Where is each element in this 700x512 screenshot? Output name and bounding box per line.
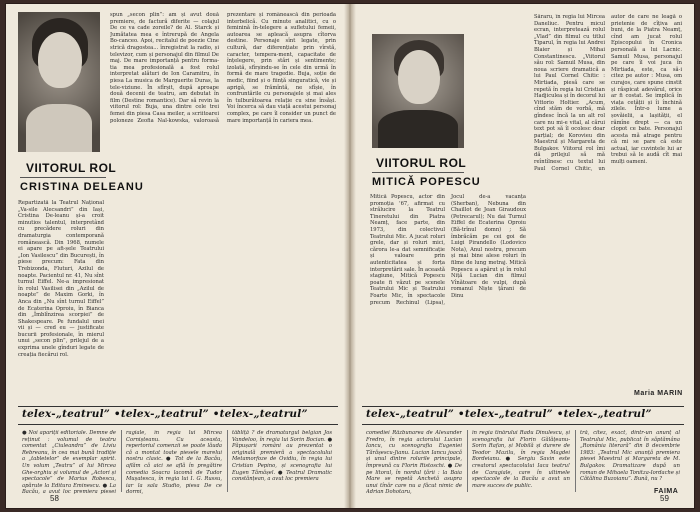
role-heading: VIITORUL ROL — [26, 161, 117, 175]
telex-column-3: tăbliță ? de dramaturgul belgian Jos Vandeloo, în regia lui Sorin Bocian. ● Păpușarii români au prezentat o originală premieră a spectacolului Metamorfoze de Ovidiu, în regia lui Cristian Pepino, și scenografia lui Eugen Tămășel. ● Teatrul Dramatic constănțean, a avut loc premiera — [232, 430, 332, 483]
actor-portrait — [372, 34, 464, 148]
telex-column-2: în regia tînărului Radu Dinulescu, și scenografia lui Florin Gălățeanu-Sorin Rafan, și Mobilă și durere de Teodor Mazilu, în regia Magdei Bordeianu. ● Sergiu Savin este creatorul spectacolului Iaca teatru! de Caragiale, care în ultimele spectacole de la Bacău a avut un mare succes de public. — [472, 430, 570, 489]
magazine-spread — [6, 4, 694, 508]
author-signature: Maria MARIN — [634, 390, 683, 397]
telex-column-3: tră, citez, exact, dintr-un anunț al Teatrului Mic, publicat în săptămâna „România literară” din 8 decembrie 1983: „Teatrul Mic anunță premiera piesei Maestrul și Margareta de M. Bulgakov. Dramatizare după un roman de Mihaela Tonitza-Iordache și Cătălina Buzoianu”. Bună, nu ? — [580, 430, 680, 483]
page-number-right: 59 — [660, 494, 669, 503]
left-page — [6, 4, 348, 508]
telex-banner: telex-„teatrul” •telex-„teatrul” •telex-„teatrul” — [22, 408, 308, 420]
telex-signature: FAIMA — [654, 488, 679, 495]
actress-portrait — [18, 12, 100, 152]
telex-column-2: ragiale, în regia lui Mircea Cornișteanu. Cu aceasta, repertoriul comenzii se poate lăuda că a montat toate piesele marelui nostru clasic. ● Tot de la Bacău, aflăm că aici se află în pregătire comedia Soacra lacomă de Tudor Mușatescu, în regia lui I. G. Russu, iar la sala Studio, piesa De ce dormi, — [126, 430, 222, 496]
right-page — [352, 4, 694, 508]
article-column-1: Mitică Popescu, actor din promoția '67, afirmat cu strălucire la Teatrul Tineretului din Piatra Neamț, face parte, din 1973, din colectivul Teatrului Mic. A jucat roluri grele, dar și roluri mici, cărora le-a dat semnificație și valoare prin autenticitatea și forța interpretării sale. În această stagiune, Mitică Popescu poate fi văzut pe scenele Teatrului Mic și Teatrului Foarte Mic, în spectacole precum Rechinul (Lipsa), Jocul de-a vacanța (Sherban), Nebuna din Chaillot de Jean Giraudoux (Petrecarul); Nu dai Turnul Eiffel de Ecaterina Oproiu (Bă-trînul domn) ; Să îmbrăcăm pe cei goi de Luigi Pirandello (Lodovico Nota), Anul nostru, precum și mai bine alese roluri în filme de lung metraj. Mitică Popescu a apărut și în rolul Niță Lucian din filmul Vînătoare de vulpi, după romanul Niște țărani de Dinu — [370, 194, 526, 306]
role-heading: VIITORUL ROL — [376, 156, 467, 170]
actor-name: MITICĂ POPESCU — [372, 176, 481, 188]
telex-banner: telex-„teatrul” •telex-„teatrul” •telex-„teatrul” — [366, 408, 652, 420]
article-column-2: spun „secon plin”: am și avut două premiere, de factură diferite — colajul De ce va cade zoreile? de Al. Starck și Jumătatea mea e întrerupă de Angela Bo-canceo. Apoi, recitalul de poezie Cine strică dragostea... înregistrat la radio, și televizor, cum și personajul din filmul De maj. De mare importanță pentru forma-tia mea profesională a fost rolul interpretat alături de Ion Caramitru, în piesa La musica de Marguerite Duras, la tele-viziune. În sfîrșit, după aproape două decenii de teatru, am debutat în film (Destine romantice). Dar să revin la viitorul rol: Buja, una dintre cele trei femei din piesa Casa meiler, a scriitoarei poloneze Zeofia Nal-kowska, valoroasă prezentare și românească din perioada interbelică. Cu minute analitici, cu o feminină în-telegere a sufletului femeii, autoarea se apleacă asupra cîtorva destine. Personaje sînt legate, prin cultură, dar diferențiate prin vîrstă, caracter, tempera-ment, capacitate de înțelegere, prin stări și sentimente; izolată, sfîrșindu-se în cele din urmă în formă de mare tragedie. Buja, soție de medic, fiind și o ființă singuratică, vie și aprigă, se frămîntă, ne sfîșie, în confruntările cu personajele și mai ales în tulburătoarea relație cu sine însăși. Voi încerca să dau viață acestui personaj complex, pe care îl consider un punct de mare importanță în cariera mea. — [110, 12, 336, 124]
article-column-2: Săraru, în regia lui Mircea Daneliuc. Pentru micul ecran, interpretează rolul „Vlad” din filmul cu titlul Tiparul, în regia lui Andrei Blaier și Mihai Constantinescu. „Viitorul său rol: Samuil Musa, din noua scriere dramatică a lui Paul Cornel Chitic : Mirtiada, piesă care se repetă în regia lui Cristian Hadjiculea și în decorul lui Vittorio Holtier. „Acum, cînd stăm de vorbă, mă gîndesc încă la un alt rol care nu mi-e vital, al cărui text pot să îl ocolesc doar parțial; de Korovieu din Maestrul și Margareta de Bulgakov. Viitorul rol îmi dă prilejul să mă reîntîlnesc cu textul lui Paul Cornel Chitic, un autor de care ne leagă o prietenie de cîțiva ani buni, de la Piatra Neamț, cînd am jucat rolul Episcopului în Cronica personală a lui Lacnic. Samuil Musa, personajul pe care îl voi juca în Mirtiada, este, ca să-i citez pe autor : Musa, om curajos, care spune cinstit și răspicat adevărul, orice ar fi costat. Se implică în viața cetății și îi închină zilele. Într-o lume a șovăielii, a lașității, el rămîne drept — ca un clopot ce bate. Personajul acesta mă atrage pentru că mi se pare că este actual, iar cuvintele lui ar trebui să le audă cît mai mulți oameni. — [534, 14, 682, 172]
telex-column-1: comediei Răzbunarea de Alexander Fredro, în regia actorului Lucian Iancu, cu scenografia Eugeniei Tărășescu-Jianu. Lucian Iancu joacă și unul dintre rolurile principale, împreună cu Florin Ristoschi. ● De pe litoral, în nordul țării : la Baia Mare se repetă Anchetă asupra unui tînăr care nu a făcut nimic de Adrian Dohotaru, — [366, 430, 462, 496]
article-column-1: Repartizată la Teatrul Național „Va-sile Alecsandri” din Iași, Cristina De-leanu și-a croit minutios talentul, interpretând cu precădere roluri din dramaturgia contemporană românească. Din 1968, numele ei apare pe afi-șele Teatrului „Ion Vasilescu” din București, în piese precum: Fata din Trebizonda, Fluturi, Azilul de noapte. Pacientul nr. 41, Nu sînt turnul Eiffel. Ne-a impresionat în rolul Vasilisei din „Azilul de noapte” de Maxim Gorki, în Anca din „Nu sînt turnul Eiffel” de Ecaterina Oproiu, în Bianca din „Îmblînzirea scorpiei” de Shakespeare. Pe fundalul unei vii și — cred eu — justificate bucurii profesionale, în mierul unui „secon plin”, prilejul de a exprima unele gînduri legate de creația fiecărui rol. — [18, 200, 104, 358]
telex-column-1: ● Noi apariții editoriale. Demne de reținut : volumul de teatru comentat „Ciuleandra” de Liviu Rebreanu, în cea mai bună tradiție a „tabletelor” de exemplar spirit. Un volum „Teatru” al lui Mircea Ghe-orghiu și volumul de „Actori și spectacole” de Marius Robescu, apărute la Editura Eminescu. ● La Bacău, a avut loc premiera piesei — [22, 430, 116, 496]
page-number-left: 58 — [50, 494, 59, 503]
actor-name: CRISTINA DELEANU — [20, 181, 144, 193]
